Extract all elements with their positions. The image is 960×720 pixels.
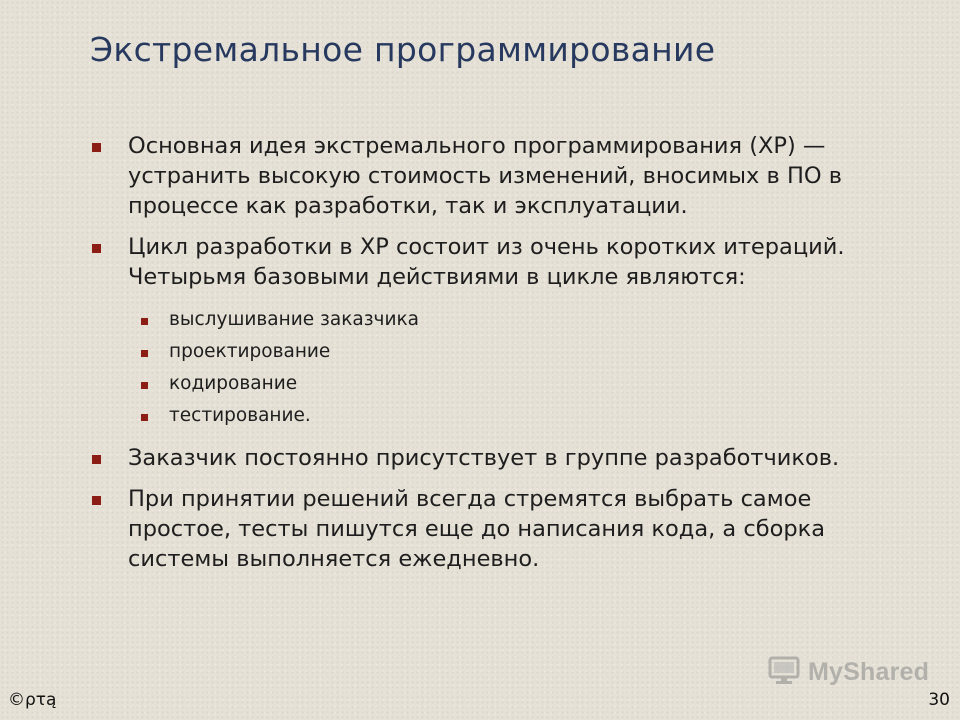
sub-bullet-item: [128, 400, 870, 432]
square-bullet-icon: [92, 496, 101, 505]
bullet-item: [90, 484, 870, 574]
square-bullet-icon: [92, 455, 101, 464]
square-bullet-icon: [141, 382, 148, 389]
bullet-list: [90, 131, 870, 585]
square-bullet-icon: [92, 244, 101, 253]
footer-copyright: ©ρτą: [8, 690, 57, 710]
bullet-text: Основная идея экстремального программирования (XP) — устранить высокую стоимость изменений, вносимых в ПО в процессе как разработки, так и эксплуатации.: [128, 133, 842, 219]
myshared-watermark: [768, 655, 929, 689]
bullet-text: Цикл разработки в XP состоит из очень коротких итераций. Четырьмя базовыми действиями в цикле являются:: [128, 234, 845, 290]
bullet-item: [90, 443, 870, 473]
sub-bullet-text: кодирование: [169, 373, 298, 394]
bullet-item: [90, 131, 870, 221]
slide-title: Экстремальное программирование: [90, 30, 716, 69]
sub-bullet-item: [128, 304, 870, 336]
sub-bullet-list: [128, 304, 870, 432]
sub-bullet-text: тестирование.: [169, 405, 311, 426]
sub-bullet-text: проектирование: [169, 341, 331, 362]
square-bullet-icon: [92, 143, 101, 152]
bullet-item: [90, 232, 870, 432]
sub-bullet-text: выслушивание заказчика: [169, 309, 420, 330]
bullet-text: Заказчик постоянно присутствует в группе разработчиков.: [128, 445, 840, 471]
square-bullet-icon: [141, 350, 148, 357]
bullet-text: При принятии решений всегда стремятся выбрать самое простое, тесты пишутся еще до написания кода, а сборка системы выполняется ежедневно.: [128, 486, 826, 572]
square-bullet-icon: [141, 318, 148, 325]
square-bullet-icon: [141, 414, 148, 421]
sub-bullet-item: [128, 336, 870, 368]
page-number: 30: [928, 690, 950, 710]
watermark-text: MyShared: [808, 657, 930, 686]
monitor-icon: [768, 655, 802, 689]
sub-bullet-item: [128, 368, 870, 400]
